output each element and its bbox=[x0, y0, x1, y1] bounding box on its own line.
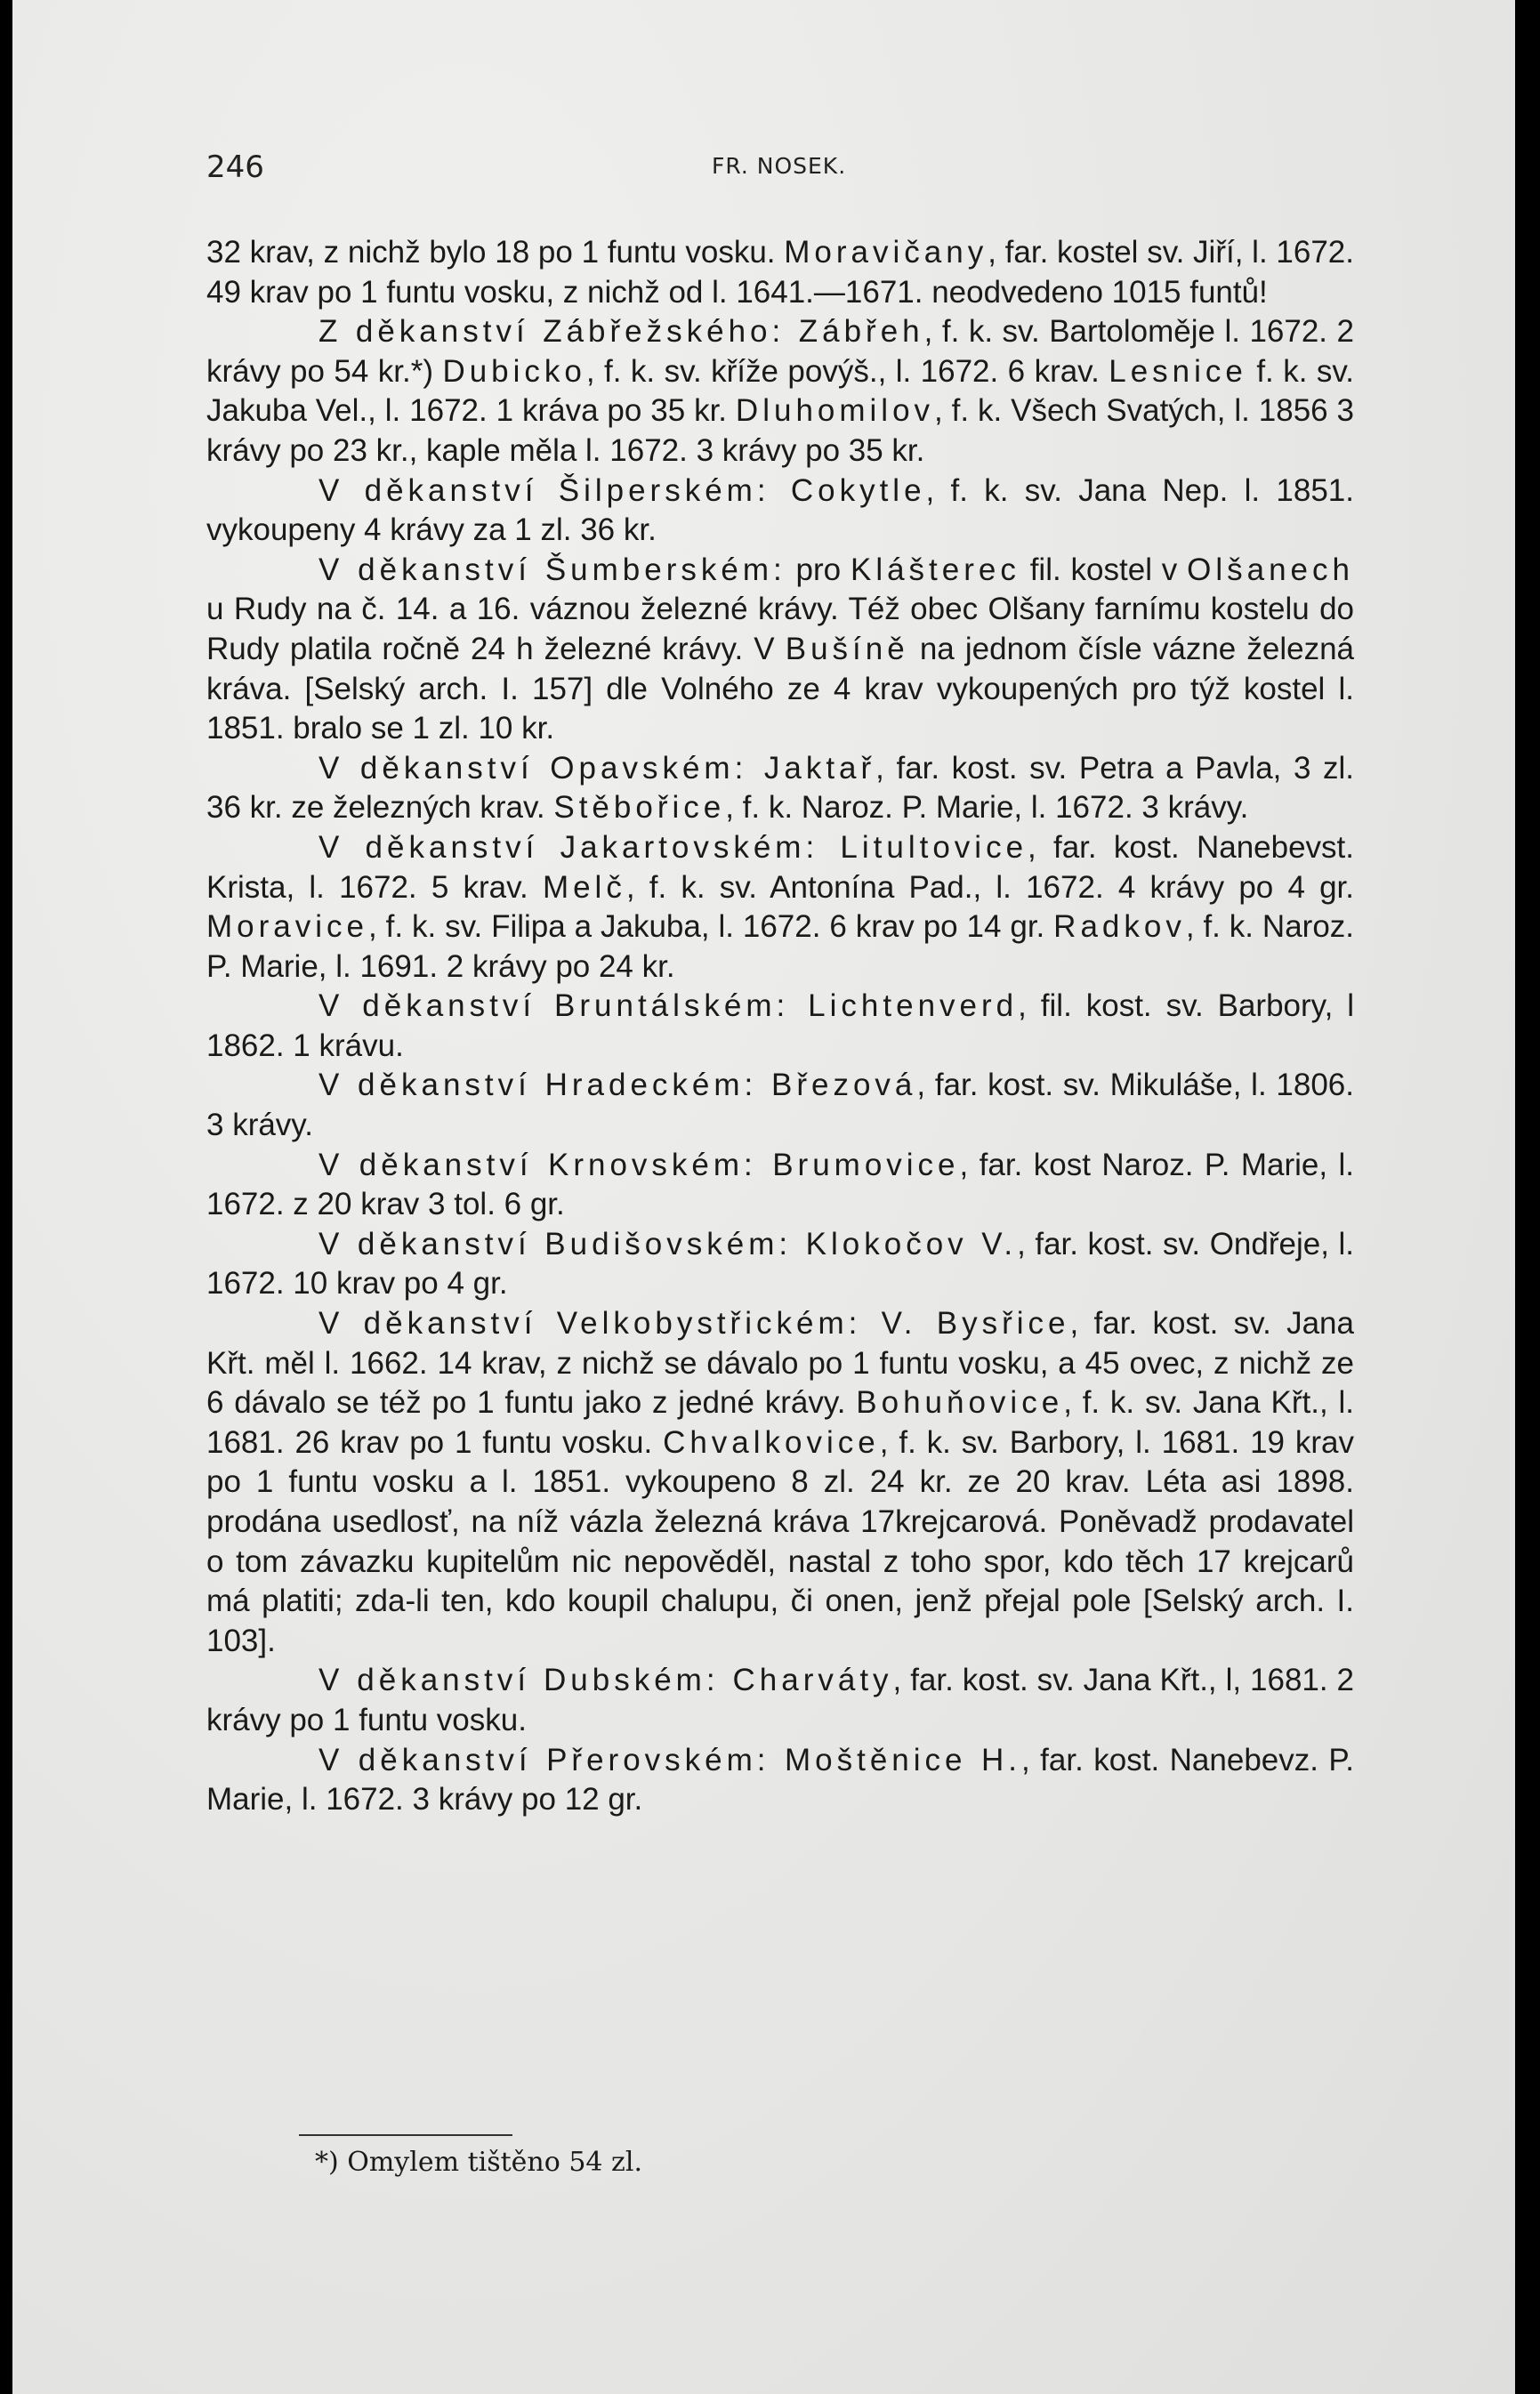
footnote: *) Omylem tištěno 54 zl. bbox=[315, 2147, 642, 2178]
text-segment: u Rudy na č. 14. a 16. váznou železné krávy. Též obec Olšany farnímu kostelu do Rudy platila ročně 24 h železné krávy. V bbox=[206, 592, 1354, 666]
text-segment: 32 krav, z nichž bylo 18 po 1 funtu vosku. bbox=[206, 235, 785, 270]
text-segment: , f. k. sv. Barbory, l. 1681. 19 krav po 1 funtu vosku a l. 1851. vykoupeno 8 zl. 24 kr. ze 20 krav. Léta asi 1898. prodána usedlosť, na níž vázla železná kráva 17krejcarová. Poněvadž prodavatel o tom závazku kupitelům nic nepověděl, nastal z toho spor, kdo těch 17 krejcarů má platiti; zda-li ten, kdo koupil chalupu, či onen, jenž přejal pole [Selský arch. I. 103]. bbox=[206, 1424, 1354, 1658]
text-segment: , far. kost. sv. Mikuláše, l. 1806. 3 krávy. bbox=[206, 1068, 1354, 1143]
text-segment: , fil. kost. sv. Barbory, l 1862. 1 krávu. bbox=[206, 988, 1355, 1063]
paragraph bbox=[206, 1066, 1354, 1145]
spaced-name: V děkanství Bruntálském: Lichtenverd bbox=[318, 988, 1019, 1024]
spaced-name: V děkanství Šumberském: bbox=[318, 552, 786, 587]
paragraph bbox=[206, 1661, 1354, 1740]
spaced-name: Olšanech bbox=[1187, 552, 1354, 587]
text-segment: , f. k. sv. Filipa a Jakuba, l. 1672. 6 krav po 14 gr. bbox=[367, 909, 1054, 945]
text-segment: , far. kost. Nanebevz. P. Marie, l. 1672. 3 krávy po 12 gr. bbox=[206, 1742, 1354, 1818]
paragraph bbox=[206, 987, 1354, 1066]
paragraph bbox=[206, 472, 1354, 551]
spaced-name: V děkanství Dubském: Charváty bbox=[318, 1663, 893, 1698]
spaced-name: V děkanství Přerovském: Moštěnice H. bbox=[318, 1742, 1021, 1777]
spaced-name: V děkanství Šilperském: Cokytle bbox=[318, 472, 926, 508]
text-segment: , far. kostel sv. Jiří, l. 1672. 49 krav po 1 funtu vosku, z nichž od l. 1641.—1671. neodvedeno 1015 funtů! bbox=[206, 235, 1354, 310]
text-segment: pro bbox=[786, 552, 851, 587]
spaced-name: V děkanství Opavském: Jaktař bbox=[318, 750, 876, 786]
paragraph bbox=[206, 1225, 1354, 1304]
text-segment: , f. k. sv. Jana Křt., l. 1681. 26 krav po 1 funtu vosku. bbox=[206, 1385, 1355, 1460]
spaced-name: Melč bbox=[542, 869, 626, 905]
text-segment: , far. kost. Nanebevst. Krista, l. 1672. 5 krav. bbox=[206, 829, 1354, 905]
paragraph bbox=[206, 233, 1354, 312]
spaced-name: V děkanství Krnovském: Brumovice bbox=[318, 1147, 960, 1182]
scan-edge bbox=[1515, 0, 1540, 2394]
spaced-name: Bušíně bbox=[785, 631, 909, 666]
text-segment: , far. kost. sv. Ondřeje, l. 1672. 10 krav po 4 gr. bbox=[206, 1226, 1354, 1302]
spaced-name: Radkov bbox=[1053, 909, 1186, 945]
page-header bbox=[206, 144, 1363, 189]
spaced-name: Klášterec bbox=[850, 552, 1020, 587]
spaced-name: Moravice bbox=[206, 909, 368, 945]
paragraph bbox=[206, 1146, 1354, 1225]
text-segment: na jednom čísle vázne železná kráva. [Selský arch. I. 157] dle Volného ze 4 krav vykoupených pro týž kostel l. 1851. bralo se 1 zl. 10 kr. bbox=[206, 631, 1355, 746]
text-segment: , f. k. sv. kříže povýš., l. 1672. 6 krav. bbox=[585, 353, 1109, 389]
text-segment: , f. k. sv. Bartoloměje l. 1672. 2 krávy po 54 kr.*) bbox=[206, 314, 1355, 389]
spaced-name: Lesnice bbox=[1109, 353, 1247, 389]
paragraph bbox=[206, 1741, 1354, 1820]
footnote-rule bbox=[299, 2134, 512, 2136]
spaced-name: Z děkanství Zábřežského: Zábřeh bbox=[318, 314, 924, 350]
spaced-name: V děkanství Hradeckém: Březová bbox=[318, 1068, 917, 1103]
paragraph bbox=[206, 312, 1354, 471]
paragraph bbox=[206, 749, 1354, 828]
text-segment: , f. k. Všech Svatých, l. 1856 3 krávy po 23 kr., kaple měla l. 1672. 3 krávy po 35 kr. bbox=[206, 393, 1354, 468]
paragraph bbox=[206, 551, 1354, 749]
text-segment: , f. k. Naroz. P. Marie, l. 1691. 2 krávy po 24 kr. bbox=[206, 909, 1355, 984]
text-segment: , far. kost Naroz. P. Marie, l. 1672. z 20 krav 3 tol. 6 gr. bbox=[206, 1147, 1354, 1222]
text-segment: , f. k. sv. Jana Nep. l. 1851. vykoupeny 4 krávy za 1 zl. 36 kr. bbox=[206, 472, 1354, 548]
paragraph bbox=[206, 1304, 1354, 1661]
text-segment: f. k. sv. Jakuba Vel., l. 1672. 1 kráva po 35 kr. bbox=[206, 353, 1354, 429]
text-segment: fil. kostel v bbox=[1020, 552, 1188, 587]
spaced-name: Bohuňovice bbox=[856, 1385, 1064, 1421]
spaced-name: Stěbořice bbox=[553, 790, 726, 826]
text-segment: , f. k. sv. Antonína Pad., l. 1672. 4 krávy po 4 gr. bbox=[625, 869, 1355, 905]
spaced-name: Dubicko bbox=[442, 353, 586, 389]
text-segment: , far. kost. sv. Jana Křt. měl l. 1662. 14 krav, z nichž se dávalo po 1 funtu vosku, a 45 ovec, z nichž ze 6 dávalo se též po 1 funtu jako z jedné krávy. bbox=[206, 1306, 1354, 1421]
spaced-name: V děkanství Velkobystřickém: V. Bysřice bbox=[318, 1306, 1070, 1342]
text-segment: , f. k. Naroz. P. Marie, l. 1672. 3 krávy. bbox=[725, 790, 1249, 826]
book-page bbox=[12, 0, 1515, 2394]
spaced-name: Chvalkovice bbox=[663, 1424, 880, 1460]
text-segment: , far. kost. sv. Jana Křt., l, 1681. 2 krávy po 1 funtu vosku. bbox=[206, 1663, 1354, 1737]
text-segment: , far. kost. sv. Petra a Pavla, 3 zl. 36 kr. ze železných krav. bbox=[206, 750, 1354, 826]
spaced-name: Dluhomilov bbox=[735, 393, 935, 429]
body-text bbox=[206, 233, 1354, 1820]
spaced-name: V děkanství Budišovském: Klokočov V. bbox=[318, 1226, 1018, 1261]
spaced-name: Moravičany bbox=[784, 235, 988, 270]
running-head: FR. NOSEK. bbox=[712, 153, 847, 179]
paragraph bbox=[206, 828, 1354, 987]
spaced-name: V děkanství Jakartovském: Litultovice bbox=[318, 829, 1028, 865]
page-number: 246 bbox=[206, 149, 264, 185]
